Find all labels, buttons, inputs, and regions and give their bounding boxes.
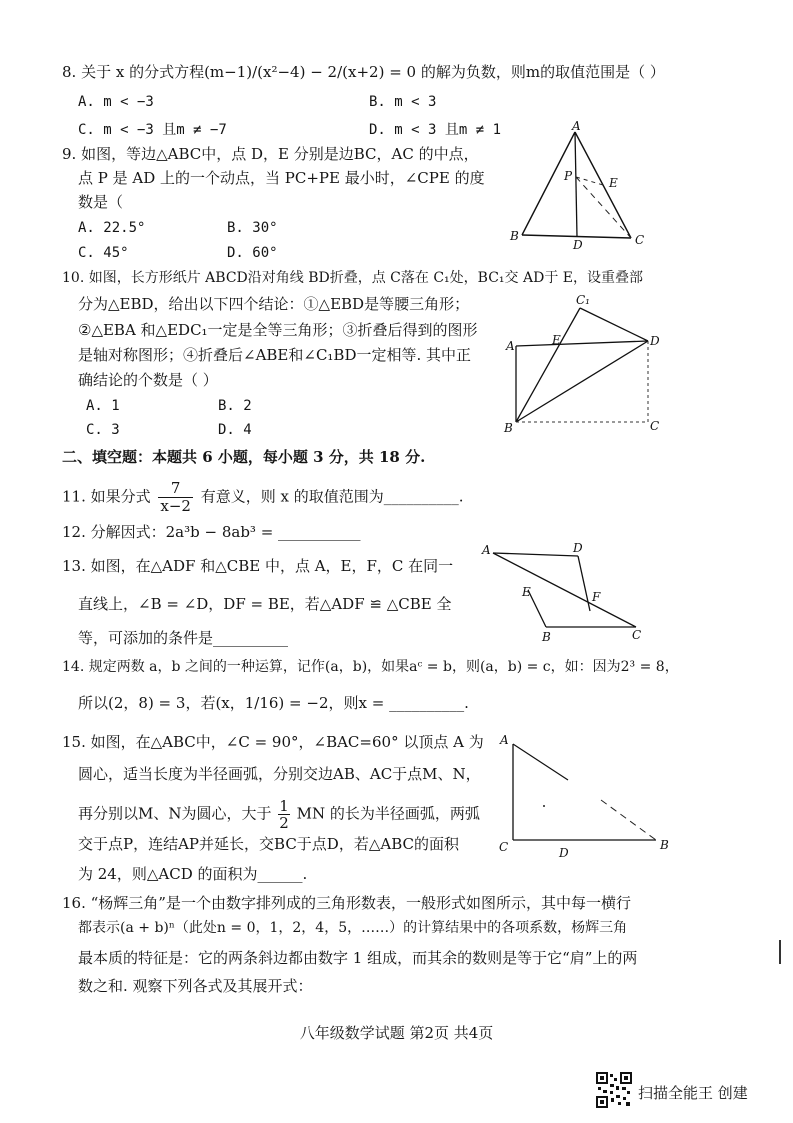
q10-option-b: B. 2 [218,398,252,414]
q10-line-1: 10. 如图，长方形纸片 ABCD沿对角线 BD折叠，点 C落在 C₁处，BC₁交 AD于 E，设重叠部 [62,270,643,286]
q9-option-b: B. 30° [227,220,278,236]
q10-label-c: C [650,419,660,433]
q15-fraction [278,798,290,831]
q11-fraction-denominator: x−2 [160,497,191,515]
q13-triangles-figure [478,540,653,650]
q9-label-a: A [572,119,581,133]
q10-line-3: ②△EBA 和△EDC₁一定是全等三角形；③折叠后得到的图形 [78,321,478,339]
q9-label-e: E [609,176,618,190]
q15-label-b: B [660,838,669,852]
q8-option-b: B. m < 3 [369,94,437,110]
q15-line-1: 15. 如图，在△ABC中，∠C = 90°，∠BAC=60° 以顶点 A 为 [62,733,484,751]
q16-line-4: 数之和. 观察下列各式及其展开式： [78,977,313,995]
q11-fraction [158,480,193,515]
q13-label-e: E [522,585,531,599]
q13-line-2: 直线上，∠B = ∠D，DF = BE，若△ADF ≌ △CBE 全 [78,595,452,613]
q15-fraction-denominator: 2 [279,814,289,832]
q9-option-d: D. 60° [227,245,278,261]
q15-line-3-suffix: MN 的长为半径画弧，两弧 [296,804,480,823]
q8-option-a: A. m < −3 [78,94,154,110]
q15-label-c: C [499,840,509,854]
q10-label-e: E [552,333,561,347]
q15-line-5: 为 24，则△ACD 的面积为______. [78,865,308,883]
q10-option-a: A. 1 [86,398,120,414]
q13-line-3: 等，可添加的条件是__________ [78,629,289,647]
qr-code-icon [596,1072,632,1108]
q14-line-2: 所以(2，8) = 3，若(x，1/16) = −2，则x = __________. [78,694,469,712]
q15-right-triangle-figure [496,730,676,860]
q13-line-1: 13. 如图，在△ADF 和△CBE 中，点 A，E，F，C 在同一 [62,557,454,575]
q10-option-d: D. 4 [218,422,252,438]
q11-fraction-numerator: 7 [158,480,193,498]
q9-line-1: 9. 如图，等边△ABC中，点 D，E 分别是边BC，AC 的中点， [62,145,479,163]
q10-folded-rectangle-figure [500,292,670,437]
q11-line [62,480,464,515]
q10-label-d: D [650,334,660,348]
q9-option-c: C. 45° [78,245,129,261]
q12-line: 12. 分解因式：2a³b − 8ab³ = ___________ [62,523,361,541]
q13-label-c: C [632,628,642,642]
scanner-watermark: 扫描全能王 创建 [638,1084,748,1102]
q9-label-p: P [564,169,573,183]
q10-label-c1: C₁ [576,293,590,307]
q15-line-3-prefix: 再分别以M、N为圆心，大于 [78,804,272,823]
q9-label-b: B [510,229,519,243]
q10-line-4: 是轴对称图形；④折叠后∠ABE和∠C₁BD一定相等. 其中正 [78,346,472,364]
q15-line-3 [78,798,480,831]
q9-triangle-figure [505,119,655,252]
page-footer: 八年级数学试题 第2页 共4页 [299,1024,494,1042]
q15-label-d: D [559,846,569,860]
q15-line-2: 圆心，适当长度为半径画弧，分别交边AB、AC于点M、N， [78,765,481,783]
q16-line-1: 16. “杨辉三角”是一个由数字排列成的三角形数表，一般形式如图所示，其中每一横行 [62,894,631,912]
q13-label-a: A [482,543,491,557]
q14-line-1: 14. 规定两数 a，b 之间的一种运算，记作(a，b)，如果aᶜ = b，则(a，b) = c，如：因为2³ = 8， [62,659,679,675]
q8-option-d: D. m < 3 且m ≠ 1 [369,122,502,138]
q16-line-3: 最本质的特征是：它的两条斜边都由数字 1 组成，而其余的数则是等于它“肩”上的两 [78,949,638,967]
q8-option-c: C. m < −3 且m ≠ −7 [78,122,227,138]
q15-fraction-numerator: 1 [279,797,289,815]
q10-label-b: B [504,421,513,435]
scan-edge-mark [779,940,781,964]
section-2-heading: 二、填空题：本题共 6 小题，每小题 3 分，共 18 分. [62,448,426,466]
q10-line-2: 分为△EBD，给出以下四个结论：①△EBD是等腰三角形； [78,295,470,313]
q10-option-c: C. 3 [86,422,120,438]
q9-label-d: D [573,238,583,252]
q10-line-5: 确结论的个数是（ ） [78,371,218,389]
q9-line-2: 点 P 是 AD 上的一个动点，当 PC+PE 最小时，∠CPE 的度 [78,169,485,187]
q8-stem: 8. 关于 x 的分式方程(m−1)/(x²−4) − 2/(x+2) = 0 的解为负数，则m的取值范围是（ ） [62,63,665,81]
q11-prefix: 11. 如果分式 [62,487,151,506]
q13-label-d: D [573,541,583,555]
q9-label-c: C [635,233,645,247]
q15-line-4: 交于点P，连结AP并延长，交BC于点D，若△ABC的面积 [78,835,459,853]
q10-label-a: A [506,339,515,353]
q16-line-2: 都表示(a + b)ⁿ（此处n = 0，1，2，4，5，……）的计算结果中的各项系数，杨辉三角 [78,920,628,936]
q11-suffix: 有意义，则 x 的取值范围为__________. [200,487,464,506]
q9-line-3: 数是（ [78,193,124,211]
q13-label-b: B [542,630,551,644]
q15-label-a: A [500,733,509,747]
q13-label-f: F [592,590,601,604]
q9-option-a: A. 22.5° [78,220,146,236]
